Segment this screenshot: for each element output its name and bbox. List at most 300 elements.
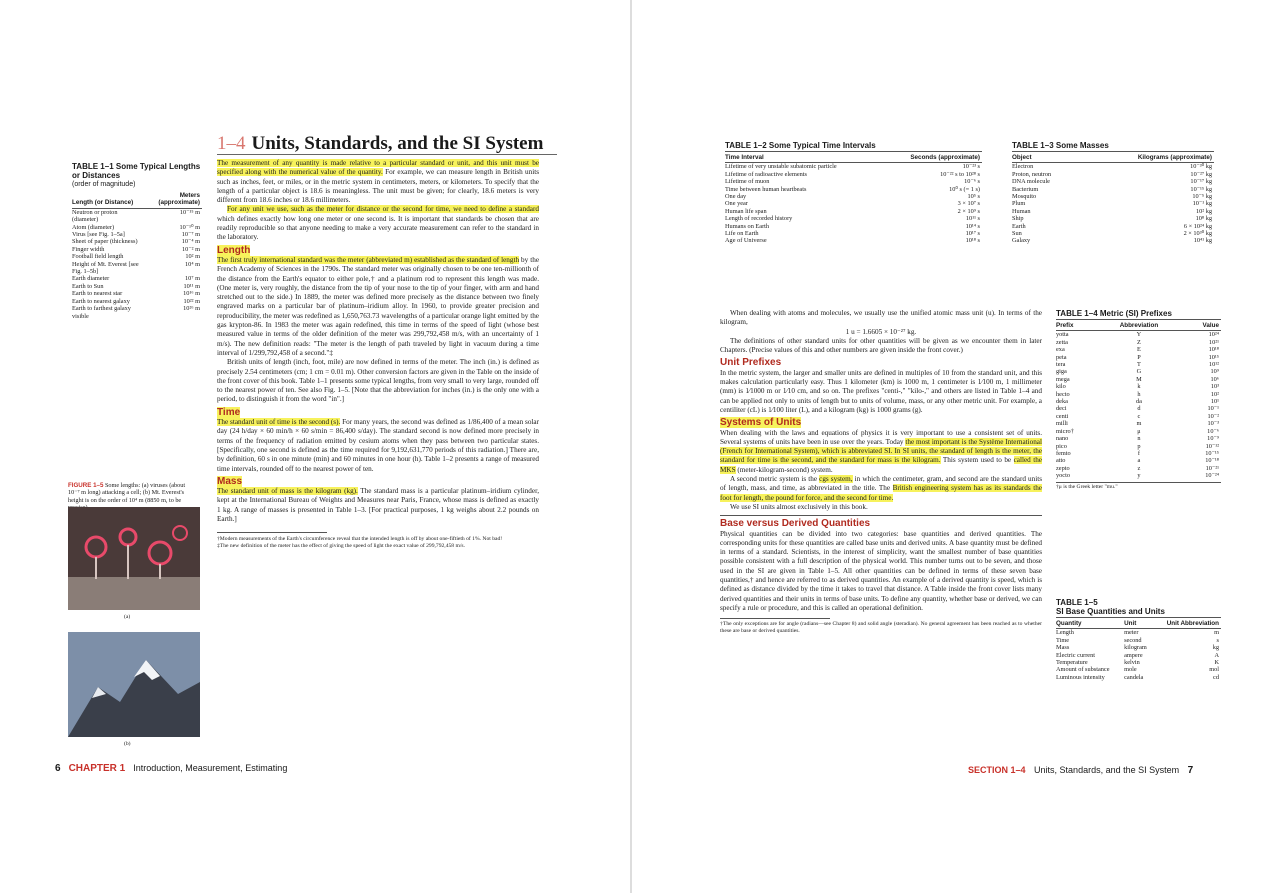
table-row — [1012, 215, 1214, 222]
table-1-4-col-prefix: Prefix — [1056, 322, 1098, 331]
mountain-illustration — [68, 632, 200, 737]
heading-length-text: Length — [217, 244, 251, 256]
table-row — [1056, 644, 1221, 651]
table-cell-name: Electron — [1012, 163, 1034, 171]
table-cell-name: Earth to farthest galaxy visible — [72, 305, 131, 320]
table-row — [1056, 652, 1221, 659]
length-rest: by the French Academy of Sciences in the 1790s. The standard meter was originally chosen to be one ten-millionth of the distance from the Earth's equator to either pole,† and a platinum rod to represent this length was made. (One meter is, very roughly, the distance from the tip of your nose to the tip of your finger, with arm and hand stretched out to the side.) In 1889, the meter was defined more precisely as the distance between two finely engraved marks on a particular bar of platinum–iridium alloy. In 1960, to provide greater precision and reproducibility, the meter was redefined as 1,650,763.73 wavelengths of a particular orange light emitted by the gas krypton-86. In 1983 the meter was again redefined, this time in terms of the speed of light (whose best measured value in terms of the older definition of the meter was 299,792,458 m/s, with an uncertainty of 1 m/s). The new definition reads: "The meter is the length of path traveled by light in vacuum during a time interval of 1/299,792,458 of a second."‡ — [217, 255, 540, 357]
sys-p2-highlight-3: for force, and the second for time. — [795, 493, 894, 502]
british-units-paragraph: British units of length (inch, foot, mile) are now defined in terms of the meter. The inch (in.) is defined as precisely 2.54 centimeters (cm; 1 cm = 0.01 m). Other conversion factors are given in the Table on the inside of the front cover of this book. Table 1–1 presents some typical lengths, from very small to very large, rounded off to the nearest power of ten. See also Fig. 1–5. [Note that the abbreviation for inches (in.) is the only one with a period, to distinguish it from the word "in".] — [217, 358, 539, 404]
section-title — [217, 133, 547, 155]
sys-p1-highlight-2: called the MKS — [720, 456, 1042, 474]
table-cell-name: Lifetime of radioactive elements — [725, 170, 807, 178]
mass-rest: The standard mass is a particular platinum–iridium cylinder, kept at the International Bureau of Weights and Measures near Paris, France, whose mass is defined as exactly 1 kg. A range of masses is presented in Table 1–3. [For practical purposes, 1 kg weighs about 2.2 pounds on Earth.] — [217, 487, 539, 523]
table-cell-a: Z — [1137, 338, 1141, 346]
table-cell-value: 10² m — [185, 253, 200, 261]
left-page-footer — [55, 763, 287, 774]
table-cell-u: kilogram — [1124, 644, 1147, 652]
table-cell-a: E — [1137, 346, 1141, 354]
table-1-1-col-length: Length (or Distance) — [72, 192, 144, 208]
figure-caption-text: Some lengths: (a) viruses (about 10⁻⁷ m long) attacking a cell; (b) Mt. Everest's height is on the order of 10⁴ m (8850 m, to be — [68, 482, 186, 504]
table-1-1-col-meters: Meters (approximate) — [144, 192, 202, 208]
table-1-2-body — [725, 163, 982, 245]
table-cell-value: 10⁴¹ kg — [1193, 237, 1212, 245]
table-row — [72, 238, 202, 245]
figure-label: FIGURE 1–5 — [68, 482, 104, 489]
table-cell-u: candela — [1124, 673, 1144, 681]
table-cell-q: Time — [1056, 636, 1070, 644]
intro-rest: For example, we can measure length in British units such as inches, feet, or miles, or in the metric system in centimeters, meters, or kilometers. To specify that the length of a particular object is 18.6 is meaningless. The unit must be given; for clearly, 18.6 meters is very different from 18.6 inches or 18.6 millimeters. — [217, 168, 539, 205]
table-cell-v: 10⁻²¹ — [1205, 464, 1219, 472]
table-row — [1012, 163, 1214, 171]
footnote-2: ‡The new definition of the meter has the effect of giving the speed of light the exact value of 299,792,458 m/s. — [217, 542, 465, 549]
table-row — [1012, 178, 1214, 185]
table-cell-a: s — [1216, 636, 1219, 644]
table-1-3-caption: TABLE 1–3 Some Masses — [1012, 141, 1214, 152]
table-cell-value: 10¹¹ m — [183, 282, 200, 290]
table-1-1-caption: TABLE 1–1 Some Typical Lengths or Distances — [72, 162, 201, 180]
table-cell-v: 10²⁴ — [1208, 331, 1219, 339]
page-number-right: 7 — [1187, 765, 1194, 776]
table-row — [1056, 346, 1221, 353]
table-row — [1012, 171, 1214, 178]
table-1-3-grid — [1012, 154, 1214, 245]
table-cell-name: Plum — [1012, 200, 1026, 208]
table-cell-value: 6 × 10²⁴ kg — [1183, 222, 1212, 230]
virus-photo — [68, 507, 200, 610]
table-cell-value: 10⁴ m — [185, 260, 200, 268]
standard-rest: which defines exactly how long one meter or one second is. It is important that standards be chosen that are readily reproducible so that anyone needing to make a very accurate measurement can refer to the standard in the laboratory. — [217, 214, 539, 242]
table-cell-p: deci — [1056, 405, 1067, 413]
right-footnote: †The only exceptions are for angle (radians—see Chapter 8) and solid angle (steradian). No general agreement has been reached as to whether these are base or derived quantities. — [720, 621, 1042, 634]
table-row — [1056, 391, 1221, 398]
table-cell-name: Neutron or proton (diameter) — [72, 208, 118, 224]
sys-p2-highlight: cgs system, — [819, 475, 853, 484]
table-cell-a: M — [1136, 375, 1142, 383]
table-cell-name: Proton, neutron — [1012, 170, 1052, 178]
table-row — [72, 275, 202, 282]
base-rule — [720, 515, 1042, 516]
table-row — [725, 178, 982, 185]
table-cell-name: Sheet of paper (thickness) — [72, 238, 138, 246]
table-cell-value: 10¹⁸ s — [965, 237, 980, 245]
table-cell-name: Earth to nearest star — [72, 290, 123, 298]
table-1-2-caption: TABLE 1–2 Some Typical Time Intervals — [725, 141, 982, 152]
table-row — [1056, 629, 1221, 637]
table-cell-a: k — [1137, 383, 1141, 391]
table-1-5-grid — [1056, 620, 1221, 681]
table-row — [725, 163, 982, 171]
table-cell-v: 10⁻¹² — [1205, 442, 1219, 450]
standard-paragraph — [217, 205, 539, 242]
left-page — [0, 0, 630, 893]
table-cell-name: Earth to Sun — [72, 282, 104, 290]
table-cell-value: 10⁷ m — [185, 275, 200, 283]
table-cell-p: deka — [1056, 398, 1068, 406]
table-cell-a: K — [1214, 659, 1219, 667]
table-cell-v: 10⁶ — [1210, 375, 1219, 383]
time-highlight: The standard unit of time is the second (s). — [217, 418, 341, 427]
table-cell-name: Height of Mt. Everest [see Fig. 1–5b] — [72, 260, 139, 276]
table-cell-v: 10¹⁸ — [1208, 346, 1219, 354]
table-cell-value: 10⁻⁴ m — [181, 238, 200, 246]
table-cell-v: 10⁻⁶ — [1207, 427, 1219, 435]
table-cell-a: y — [1137, 472, 1141, 480]
intro-paragraph — [217, 159, 539, 205]
table-1-4-grid — [1056, 322, 1221, 480]
table-1-4-body — [1056, 331, 1221, 480]
table-cell-name: Finger width — [72, 245, 105, 253]
table-cell-a: a — [1137, 457, 1141, 465]
table-cell-a: P — [1137, 353, 1141, 361]
table-1-3-col-kg: Kilograms (approximate) — [1083, 154, 1214, 163]
table-cell-name: Sun — [1012, 230, 1022, 238]
table-row — [72, 290, 202, 297]
table-row — [72, 261, 202, 276]
footnote-1: †Modern measurements of the Earth's circumference reveal that the intended length is off by about one-fiftieth of 1%. Not bad! — [217, 536, 503, 543]
table-cell-p: pico — [1056, 442, 1067, 450]
table-row — [1056, 383, 1221, 390]
table-row — [1056, 331, 1221, 339]
table-1-1 — [72, 162, 202, 320]
table-cell-v: 10⁻²⁴ — [1205, 472, 1219, 480]
systems-paragraph-1 — [720, 429, 1042, 475]
heading-base-derived: Base versus Derived Quantities — [720, 518, 871, 530]
table-cell-p: exa — [1056, 346, 1065, 354]
table-row — [725, 200, 982, 207]
heading-time — [217, 408, 539, 417]
table-row — [725, 230, 982, 237]
table-cell-a: z — [1137, 464, 1141, 472]
table-cell-p: zepto — [1056, 464, 1070, 472]
table-cell-name: One year — [725, 200, 748, 208]
table-row — [1012, 200, 1214, 207]
table-cell-q: Electric current — [1056, 651, 1095, 659]
table-cell-u: ampere — [1124, 651, 1143, 659]
table-1-4 — [1056, 309, 1221, 490]
table-1-5 — [1056, 598, 1221, 681]
table-cell-value: 2 × 10³⁰ kg — [1183, 230, 1212, 238]
table-row — [72, 283, 202, 290]
table-cell-v: 10⁻³ — [1207, 420, 1219, 428]
title-rule — [217, 154, 557, 155]
table-cell-a: T — [1137, 361, 1141, 369]
table-1-5-col-abbrev: Unit Abbreviation — [1154, 620, 1221, 629]
table-cell-name: Humans on Earth — [725, 222, 770, 230]
table-row — [1056, 472, 1221, 479]
table-cell-p: tera — [1056, 361, 1066, 369]
mountain-photo — [68, 632, 200, 737]
table-row — [72, 246, 202, 253]
main-column-left — [217, 159, 539, 549]
sys-p2-c: has as its standards the foot for length, the pound — [720, 484, 1042, 502]
table-row — [1056, 413, 1221, 420]
heading-mass-text: Mass — [217, 475, 243, 487]
table-1-4-col-abbrev: Abbreviation — [1098, 322, 1183, 331]
table-cell-p: yotta — [1056, 331, 1069, 339]
table-row — [1012, 237, 1214, 244]
footnote-rule — [217, 532, 327, 533]
table-cell-v: 10⁻¹ — [1207, 405, 1219, 413]
table-cell-p: giga — [1056, 368, 1067, 376]
virus-illustration — [68, 507, 200, 610]
table-cell-name: Virus [see Fig. 1–5a] — [72, 231, 125, 239]
table-cell-name: Length of recorded history — [725, 215, 793, 223]
table-cell-value: 3 × 10⁷ s — [957, 200, 980, 208]
sys-p2-b: in which the centimeter, gram, and second are the standard units of length, mass, and time, as abbreviated in the title. The — [720, 475, 1043, 493]
table-cell-a: f — [1137, 449, 1140, 457]
table-cell-value: 10⁻⁶ s — [964, 178, 980, 186]
table-cell-p: kilo — [1056, 383, 1066, 391]
sys-p2-highlight-2: British engineering system — [892, 484, 972, 493]
table-row — [1056, 666, 1221, 673]
table-cell-name: DNA molecule — [1012, 178, 1050, 186]
table-row — [1012, 230, 1214, 237]
table-cell-p: micro† — [1056, 427, 1074, 435]
table-row — [1056, 376, 1221, 383]
table-cell-a: p — [1137, 442, 1141, 450]
figure-label-b: (b) — [124, 741, 131, 747]
table-row — [72, 208, 202, 223]
table-row — [1056, 450, 1221, 457]
table-cell-v: 10⁻¹⁵ — [1205, 449, 1219, 457]
table-cell-u: meter — [1124, 629, 1139, 637]
table-cell-p: centi — [1056, 412, 1069, 420]
table-cell-name: Life on Earth — [725, 230, 759, 238]
table-1-4-col-value: Value — [1182, 322, 1221, 331]
heading-mass — [217, 477, 539, 486]
sys-p1-a: When dealing with the laws and equations of physics it is very important to use a consistent set of units. Several systems of units have been in use over the years. Today — [720, 428, 1042, 446]
table-cell-p: femto — [1056, 449, 1071, 457]
table-row — [1056, 637, 1221, 644]
length-paragraph — [217, 256, 539, 358]
table-cell-v: 10⁻² — [1207, 412, 1219, 420]
right-page — [632, 0, 1263, 893]
table-cell-value: 10⁰ s (= 1 s) — [949, 185, 980, 193]
table-cell-value: 10⁻⁷ m — [181, 231, 200, 239]
table-1-5-body — [1056, 629, 1221, 681]
table-row — [1012, 208, 1214, 215]
table-cell-v: 10² — [1210, 390, 1219, 398]
table-cell-name: Lifetime of very unstable subatomic particle — [725, 163, 837, 171]
table-row — [1056, 465, 1221, 472]
table-1-5-col-quantity: Quantity — [1056, 620, 1124, 629]
section-label: SECTION 1–4 — [968, 765, 1026, 775]
section-title-text: Units, Standards, and the SI System — [251, 133, 544, 154]
table-row — [72, 298, 202, 305]
table-cell-a: m — [1136, 420, 1142, 428]
table-row — [1056, 420, 1221, 427]
table-cell-name: Age of Universe — [725, 237, 767, 245]
table-1-5-caption: SI Base Quantities and Units — [1056, 607, 1221, 618]
table-cell-value: 10⁻¹⁰ m — [179, 223, 200, 231]
table-cell-value: 10⁸ kg — [1195, 215, 1212, 223]
heading-length — [217, 246, 539, 255]
table-cell-u: second — [1124, 636, 1142, 644]
heading-systems — [720, 418, 1042, 427]
table-cell-value: 10⁻²³ s — [962, 163, 980, 171]
base-paragraph: Physical quantities can be divided into two categories: base quantities and derived quantities. The corresponding units for these quantities are called base units and derived units. A base quantity must be defined in terms of a standard. Scientists, in the interest of simplicity, want the smallest number of base quantities possible consistent with a full description of the physical world. This number turns out to be seven, and those used in the SI are given in Table 1–5. All other quantities can be defined in terms of these seven base quantities,† and hence are referred to as derived quantities. An example of a derived quantity is speed, which is defined as distance divided by the time it takes to travel that distance. A Table inside the front cover lists many derived quantities and their units in terms of base units. To define any quantity, whether base or derived, we can specify a rule or procedure, and this is called an operational definition. — [720, 529, 1042, 612]
table-cell-a: mol — [1209, 666, 1219, 674]
table-cell-p: peta — [1056, 353, 1067, 361]
table-cell-name: Galaxy — [1012, 237, 1031, 245]
table-1-2 — [725, 141, 982, 245]
table-cell-p: mega — [1056, 375, 1070, 383]
table-cell-a: d — [1137, 405, 1141, 413]
table-cell-a: cd — [1213, 673, 1219, 681]
table-cell-name: Human life span — [725, 207, 767, 215]
table-cell-name: Bacterium — [1012, 185, 1039, 193]
table-1-2-col-seconds: Seconds (approximate) — [883, 154, 982, 163]
table-row — [725, 193, 982, 200]
table-row — [1012, 186, 1214, 193]
intro-highlight: The measurement of any quantity is made relative to a particular standard or unit, and this unit must be specified along with the numerical value of the quantity. — [217, 159, 539, 177]
table-row — [1012, 193, 1214, 200]
time-paragraph — [217, 418, 539, 474]
table-1-3-col-object: Object — [1012, 154, 1083, 163]
page-number-left: 6 — [55, 763, 61, 774]
table-cell-name: Earth diameter — [72, 275, 110, 283]
right-page-footer — [962, 765, 1193, 776]
systems-paragraph-3: We use SI units almost exclusively in this book. — [730, 502, 868, 511]
table-cell-value: 10⁻¹⁷ kg — [1190, 178, 1212, 186]
table-cell-name: Earth — [1012, 222, 1026, 230]
table-cell-value: 10⁻¹ kg — [1192, 200, 1212, 208]
table-cell-v: 10¹² — [1208, 361, 1219, 369]
table-cell-value: 10⁻¹⁵ kg — [1190, 185, 1212, 193]
table-cell-value: 10¹⁷ s — [965, 230, 980, 238]
table-cell-name: Mosquito — [1012, 193, 1037, 201]
table-cell-q: Length — [1056, 629, 1074, 637]
table-row — [1056, 428, 1221, 435]
mass-paragraph — [217, 487, 539, 524]
heading-unit-prefixes: Unit Prefixes — [720, 357, 782, 369]
table-row — [1056, 674, 1221, 681]
table-cell-u: kelvin — [1124, 659, 1140, 667]
table-cell-a: G — [1136, 368, 1142, 376]
sys-p1-highlight: the most important is the Système International (French for International System), which is abbreviated SI. In SI units, the standard of length is the meter, the standard for time is the second, and the standard for mass is the kilogram. — [720, 437, 1042, 465]
sys-p1-b: This system used to be — [940, 456, 1014, 465]
definitions-paragraph: The definitions of other standard units for other quantities will be given as we encounter them in later Chapters. (Precise values of this and other numbers are given inside the front cover.) — [720, 336, 1042, 355]
length-highlight: The first truly international standard was the meter (abbreviated m) established as the standard of length — [217, 255, 520, 264]
table-cell-value: 10²² m — [183, 297, 200, 305]
table-1-5-caption-top: TABLE 1–5 — [1056, 598, 1098, 607]
prefix-paragraph: In the metric system, the larger and smaller units are defined in multiples of 10 from the standard unit, and this makes calculation particularly easy. Thus 1 kilometer (km) is 1000 m, 1 centimeter is 1⁄100 m, 1 millimeter (mm) is 1⁄1000 m or 1⁄10 cm, and so on. The prefixes "centi-," "kilo-," and others are listed in Table 1–4 and can be applied not only to units of length but to units of volume, mass, or any other metric unit. For example, a centiliter (cL) is 1⁄100 liter (L), and a kilogram (kg) is 1000 grams (g). — [720, 368, 1042, 414]
table-cell-value: 10⁻³⁰ kg — [1190, 163, 1212, 171]
table-cell-a: c — [1137, 412, 1141, 420]
table-cell-name: Ship — [1012, 215, 1024, 223]
table-cell-a: n — [1137, 435, 1141, 443]
table-row — [1056, 361, 1221, 368]
table-row — [725, 186, 982, 193]
table-cell-a: h — [1137, 390, 1141, 398]
systems-paragraph-2 — [720, 475, 1042, 503]
table-row — [72, 231, 202, 238]
table-row — [72, 305, 202, 320]
table-row — [72, 253, 202, 260]
table-cell-name: Football field length — [72, 253, 124, 261]
table-cell-value: 10⁵ s — [967, 193, 980, 201]
table-1-1-grid — [72, 192, 202, 320]
amu-paragraph: When dealing with atoms and molecules, we usually use the unified atomic mass unit (u). In terms of the kilogram, — [720, 309, 1042, 327]
table-cell-name: One day — [725, 193, 747, 201]
mass-highlight: The standard unit of mass is the kilogram (kg). — [217, 487, 358, 496]
table-row — [1056, 339, 1221, 346]
table-cell-u: mole — [1124, 666, 1137, 674]
table-cell-p: hecto — [1056, 390, 1070, 398]
table-cell-a: da — [1135, 398, 1142, 406]
table-cell-value: 2 × 10⁹ s — [957, 207, 980, 215]
sys-p2-a: A second metric system is the — [730, 475, 820, 484]
table-1-4-note: †μ is the Greek letter "mu." — [1056, 482, 1221, 491]
table-cell-value: 10⁻¹⁵ m — [179, 208, 200, 216]
table-row — [1056, 443, 1221, 450]
chapter-label: CHAPTER 1 — [68, 763, 126, 774]
heading-systems-text: Systems of Units — [720, 417, 802, 429]
table-cell-v: 10⁹ — [1210, 368, 1219, 376]
table-cell-q: Luminous intensity — [1056, 673, 1105, 681]
table-row — [1056, 354, 1221, 361]
table-cell-p: atto — [1056, 457, 1066, 465]
table-cell-q: Temperature — [1056, 659, 1088, 667]
table-cell-value: 10¹⁶ m — [183, 290, 200, 298]
table-row — [1056, 368, 1221, 375]
table-1-5-col-unit: Unit — [1124, 620, 1154, 629]
table-cell-a: μ — [1137, 427, 1141, 435]
table-cell-name: Time between human heartbeats — [725, 185, 807, 193]
table-cell-value: 10¹⁴ s — [965, 222, 980, 230]
table-cell-p: zetta — [1056, 338, 1068, 346]
table-cell-value: 10²⁶ m — [183, 305, 200, 313]
table-row — [725, 208, 982, 215]
table-row — [72, 224, 202, 231]
table-cell-p: milli — [1056, 420, 1068, 428]
table-cell-v: 10¹ — [1210, 398, 1219, 406]
table-cell-p: nano — [1056, 435, 1069, 443]
table-row — [1012, 223, 1214, 230]
chapter-title: Introduction, Measurement, Estimating — [133, 763, 288, 773]
table-row — [1056, 659, 1221, 666]
table-1-4-caption: TABLE 1–4 Metric (SI) Prefixes — [1056, 309, 1221, 320]
table-cell-value: 10⁻²⁷ kg — [1190, 170, 1212, 178]
table-cell-q: Amount of substance — [1056, 666, 1110, 674]
table-cell-v: 10⁻⁹ — [1207, 435, 1219, 443]
heading-time-text: Time — [217, 406, 241, 418]
section-number: 1–4 — [217, 133, 246, 154]
table-cell-value: 10⁻⁵ kg — [1192, 193, 1212, 201]
table-row — [1056, 398, 1221, 405]
amu-equation: 1 u = 1.6605 × 10⁻²⁷ kg. — [845, 327, 917, 336]
figure-label-a: (a) — [124, 614, 131, 620]
table-cell-name: Lifetime of muon — [725, 178, 770, 186]
table-cell-v: 10²¹ — [1208, 338, 1219, 346]
table-row — [1056, 435, 1221, 442]
table-row — [1056, 457, 1221, 464]
right-footnote-rule — [720, 618, 830, 619]
table-cell-a: A — [1214, 651, 1219, 659]
table-1-3-body — [1012, 163, 1214, 245]
table-cell-a: m — [1214, 629, 1219, 637]
table-cell-a: kg — [1212, 644, 1219, 652]
table-1-1-body — [72, 208, 202, 320]
table-1-2-col-interval: Time Interval — [725, 154, 883, 163]
table-row — [725, 215, 982, 222]
table-cell-value: 10⁻² m — [182, 245, 200, 253]
table-1-3 — [1012, 141, 1214, 245]
table-cell-name: Human — [1012, 207, 1031, 215]
table-cell-a: Y — [1136, 331, 1142, 339]
table-cell-q: Mass — [1056, 644, 1070, 652]
